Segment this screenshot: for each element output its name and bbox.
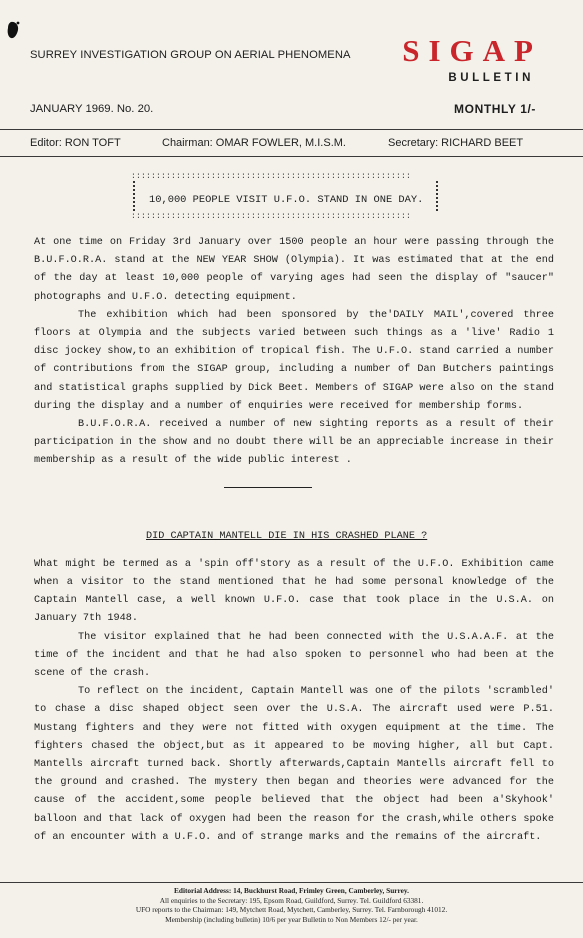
box-border-left	[133, 181, 139, 211]
membership-rates: Membership (including bulletin) 10/6 per year Bulletin to Non Members 12/- per year.	[165, 914, 418, 924]
bulletin-label: BULLETIN	[448, 72, 534, 84]
ink-blot-mark	[6, 20, 20, 40]
editorial-address: Editorial Address: 14, Buckhurst Road, Frimley Green, Camberley, Surrey.	[174, 886, 409, 895]
headline-box	[131, 172, 440, 220]
editor-credit: Editor: RON TOFT	[30, 137, 121, 149]
box-border-top: ::::::::::::::::::::::::::::::::::::::::::::::::::::::::	[131, 172, 412, 181]
article2-paragraph: What might be termed as a 'spin off'story as a result of the U.F.O. Exhibition came when a visitor to the stand mentioned that he had some personal knowledge of the Captain Mantell case, a well known U.F.O. case that took place in the U.S.A. on January 7th 1948.	[34, 558, 554, 625]
secretary-address: All enquiries to the Secretary: 195, Epsom Road, Guildford, Surrey. Tel. Guildford 63381.	[159, 895, 424, 905]
staff-bar	[0, 129, 583, 157]
article2-paragraph: To reflect on the incident, Captain Mantell was one of the pilots 'scrambled' to chase a disc shaped object seen over the U.S.A. The aircraft used were P.51. Mustang fighters and they were not fitted with oxygen equipment at the time. The fighters chased the object,but as it appeared to be moving higher, all but Capt. Mantells aircraft turned back. Shortly afterwards,Captain Mantells aircraft fell to the ground and crashed. The mystery then began and theories were advanced for the cause of the accident,some people believed that the object had been a'Skyhook' balloon and that lack of oxygen had been the reason for the crash,while others spoke of an encounter with a U.F.O. and of strange marks and the remains of the aircraft.	[34, 686, 554, 843]
box-border-bottom: ::::::::::::::::::::::::::::::::::::::::::::::::::::::::	[131, 212, 412, 221]
article-body	[34, 234, 554, 847]
sigap-logo: SIGAP	[402, 33, 542, 68]
article1-paragraph: The exhibition which had been sponsored by the'DAILY MAIL',covered three floors at Olympia and the subjects varied between such things as a 'live' Radio 1 disc jockey show,to an exhibition of tropical fish. The U.F.O. stand carried a number of contributions from the SIGAP group, including a number of Dan Butchers paintings and statistical graphs supplied by Dick Beet. Members of SIGAP were also on the stand during the display and a number of enquiries were received for membership forms.	[34, 309, 554, 412]
chairman-credit: Chairman: OMAR FOWLER, M.I.S.M.	[162, 137, 346, 149]
article1-headline: 10,000 PEOPLE VISIT U.F.O. STAND IN ONE DAY.	[149, 194, 424, 206]
section-divider	[224, 487, 312, 488]
box-border-right	[436, 181, 442, 211]
frequency-price: MONTHLY 1/-	[454, 102, 536, 116]
article2-headline: DID CAPTAIN MANTELL DIE IN HIS CRASHED PLANE ?	[146, 530, 428, 542]
article1-paragraph: B.U.F.O.R.A. received a number of new sighting reports as a result of their participation in the show and no doubt there will be an appreciable increase in their membership as a result of the wide public interest .	[34, 419, 554, 467]
article1-paragraph: At one time on Friday 3rd January over 1500 people an hour were passing through the B.U.F.O.R.A. stand at the NEW YEAR SHOW (Olympia). It was estimated that at the end of the day at least 10,000 people of varying ages had seen the display of "saucer" photographs and U.F.O. detecting equipment.	[34, 237, 554, 303]
organisation-name: SURREY INVESTIGATION GROUP ON AERIAL PHENOMENA	[30, 49, 351, 61]
article2-paragraph: The visitor explained that he had been connected with the U.S.A.A.F. at the time of the incident and that he had also spoken to personnel who had been at the scene of the crash.	[34, 631, 554, 680]
chairman-address: UFO reports to the Chairman: 149, Mytchett Road, Mytchett, Camberley, Surrey. Tel. Farnborough 41012.	[135, 905, 448, 915]
secretary-credit: Secretary: RICHARD BEET	[388, 137, 524, 149]
address-footer	[0, 882, 583, 938]
issue-date-number: JANUARY 1969. No. 20.	[30, 103, 154, 115]
